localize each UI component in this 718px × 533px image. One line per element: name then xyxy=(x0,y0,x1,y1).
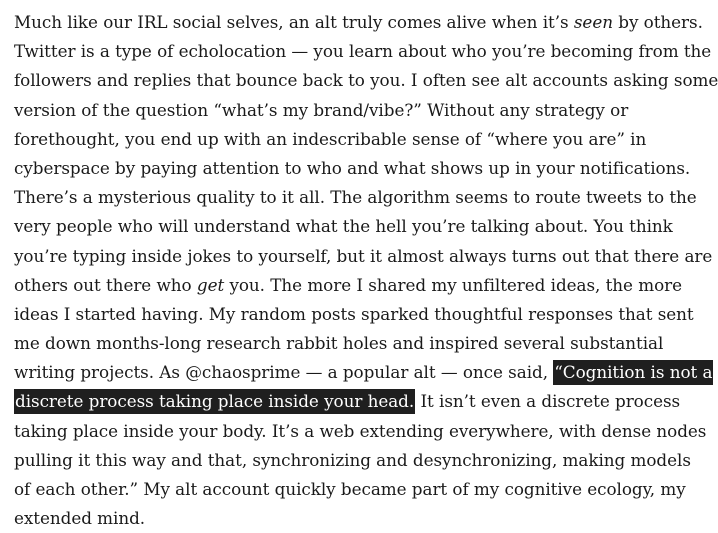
text-line-9: you’re typing inside jokes to yourself, but it almost always turns out that there are xyxy=(14,245,713,266)
text-line-12: me down months-long research rabbit holes and inspired several substantial xyxy=(14,333,664,354)
text-line-7: There’s a mysterious quality to it all. The algorithm seems to route tweets to the xyxy=(14,187,697,208)
text-line-5: forethought, you end up with an indescribable sense of “where you are” in xyxy=(14,128,647,149)
text-line-11: ideas I started having. My random posts sparked thoughtful responses that sent xyxy=(14,303,694,324)
text-line-18: extended mind. xyxy=(14,508,146,529)
text-line-4: version of the question “what’s my brand/vibe?” Without any strategy or xyxy=(14,99,629,120)
text-line-3: followers and replies that bounce back to you. I often see alt accounts asking some xyxy=(14,70,718,91)
text-line-10: others out there who get you. The more I shared my unfiltered ideas, the more xyxy=(14,274,682,295)
text-line-1: Much like our IRL social selves, an alt truly comes alive when it’s seen by others. xyxy=(14,12,703,32)
text-line-15: taking place inside your body. It’s a web extending everywhere, with dense nodes xyxy=(14,420,707,441)
text-line-16: pulling it this way and that, synchronizing and desynchronizing, making models xyxy=(14,449,691,470)
article-body xyxy=(14,8,718,533)
text-line-2: Twitter is a type of echolocation — you learn about who you’re becoming from the xyxy=(14,41,712,62)
emphasis-get: get xyxy=(196,274,225,295)
text-line-14: discrete process taking place inside your head. It isn’t even a discrete process xyxy=(14,387,674,416)
emphasis-seen: seen xyxy=(573,12,613,32)
highlighted-quote-part-1[interactable]: “Cognition is not a xyxy=(553,360,713,385)
text-line-8: very people who will understand what the hell you’re talking about. You think xyxy=(14,216,673,237)
text-line-13: writing projects. As @chaosprime — a popular alt — once said, “Cognition is not a xyxy=(14,358,674,387)
text-line-17: of each other.” My alt account quickly became part of my cognitive ecology, my xyxy=(14,479,686,499)
text-line-6: cyberspace by paying attention to who and what shows up in your notifications. xyxy=(14,157,691,178)
highlighted-quote-part-2[interactable]: discrete process taking place inside your head. xyxy=(14,389,415,414)
